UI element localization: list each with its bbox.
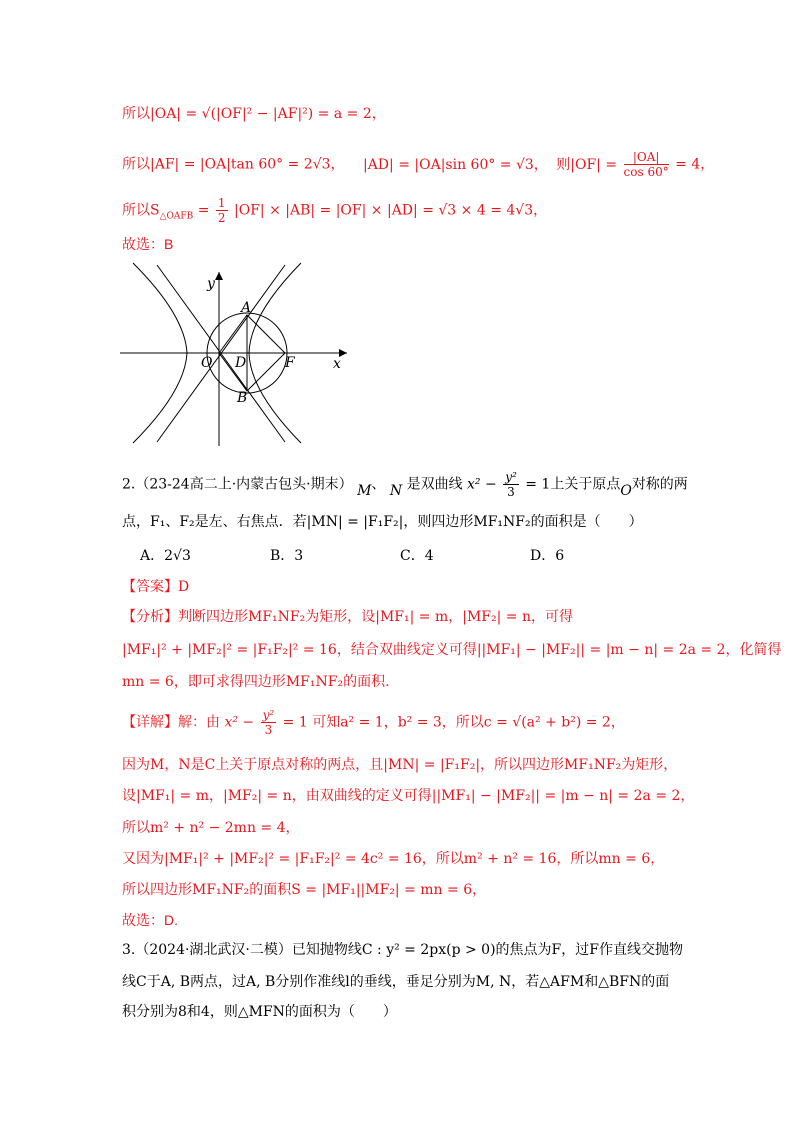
solution-line-3 [122,196,547,226]
q2-o: O [620,482,632,499]
option-d[interactable]: D．6 [530,548,565,564]
detail-start: 【详解】解：由 [122,714,220,731]
sol-of-value: = 4， [675,156,715,173]
answer-line-q2: 故选：D. [122,912,178,928]
option-c[interactable]: C．4 [400,548,434,564]
sol-of-fraction [624,150,669,179]
solution-line-1: 所以|OA| = √(|OF|² − |AF|²) = a = 2， [122,106,386,122]
fraction-numerator: |OA| [624,150,669,165]
label-o: O [201,355,213,371]
fraction-denominator: cos 60° [623,165,669,179]
fraction-denominator: 3 [507,485,515,499]
q2-eq-b: = 1 [525,476,551,493]
q2-m: M [357,482,372,499]
label-b: B [237,390,248,406]
answer-label-q2: 【答案】D [122,579,190,595]
sol-area-label: 所以S [122,202,160,219]
detail-line-1 [122,708,625,737]
question-2-options [140,546,660,566]
question-3-line-2: 线C于A, B两点，过A, B分别作准线l的垂线，垂足分别为M, N，若△AFM和△BFN的面 [122,974,670,990]
option-b[interactable]: B．3 [270,548,304,564]
analysis-line-2: |MF₁|² + |MF₂|² = |F₁F₂|² = 16，结合双曲线定义可得||MF₁| − |MF₂|| = |m − n| = 2a = 2，化简得 [122,642,782,658]
question-3-line-1: 3.（2024·湖北武汉·二模）已知抛物线C : y² = 2px(p > 0)的焦点为F，过F作直线交抛物 [122,942,683,958]
detail-line-4: 所以m² + n² − 2mn = 4， [122,820,300,836]
analysis-line-3: mn = 6，即可求得四边形MF₁NF₂的面积. [122,674,390,690]
fraction-numerator: y² [505,470,517,484]
analysis-line-1: 【分析】判断四边形MF₁NF₂为矩形，设|MF₁| = m，|MF₂| = n，可得 [122,609,573,625]
fraction-denominator: 2 [217,211,226,225]
q2-n: N [389,482,403,499]
q2-eq-a: x² − [467,476,497,493]
detail-line-5: 又因为|MF₁|² + |MF₂|² = |F₁F₂|² = 4c² = 16，所以m² + n² = 16，所以mn = 6， [122,851,665,867]
option-a[interactable]: A．2√3 [140,548,191,564]
question-2-line-1 [122,470,688,499]
label-x: x [333,356,341,372]
fraction-numerator: y² [262,708,275,722]
label-y: y [207,276,215,292]
q2-tail: 上关于原点 [550,476,621,493]
detail-line-6: 所以四边形MF₁NF₂的面积S = |MF₁||MF₂| = mn = 6， [122,882,487,898]
q2-prefix: 2.（23-24高二上·内蒙古包头·期末） [122,476,353,493]
detail-eq-fraction [261,708,277,737]
q2-tail2: 对称的两 [631,476,688,493]
y-axis-arrow [215,272,223,280]
detail-line-2: 因为M，N是C上关于原点对称的两点，且|MN| = |F₁F₂|，所以四边形MF₁NF₂为矩形， [122,757,678,773]
detail-rest: 可知a² = 1，b² = 3，所以c = √(a² + b²) = 2， [312,714,625,731]
solution-line-2 [122,150,714,179]
sol-ad: |AD| = |OA|sin 60° = √3， [362,156,548,173]
hyperbola-figure [115,260,355,450]
sol-area-expr: |OF| × |AB| = |OF| × |AD| = √3 × 4 = 4√3， [234,202,548,219]
question-3-line-3: 积分别为8和4，则△MFN的面积为（ ） [122,1004,397,1020]
question-2-line-2: 点，F₁、F₂是左、右焦点．若|MN| = |F₁F₂|，则四边形MF₁NF₂的面积是（ ） [122,514,643,530]
sol-of: 则|OF| = [556,156,618,173]
detail-line-3: 设|MF₁| = m，|MF₂| = n，由双曲线的定义可得||MF₁| − |MF₂|| = |m − n| = 2a = 2， [122,788,695,804]
q2-sep: 、 [371,476,386,493]
fraction-numerator: 1 [217,196,226,210]
sol-area-subscript: △OAFB [159,211,194,222]
detail-eq-a: x² − [224,714,255,731]
fraction-denominator: 3 [264,723,273,737]
half-fraction [216,196,228,225]
label-d: D [235,355,247,371]
q2-eq-fraction [503,470,519,499]
answer-line-q1: 故选：B [122,236,174,252]
label-f: F [285,355,295,371]
sol-af: 所以|AF| = |OA|tan 60° = 2√3， [122,156,345,173]
sol-area-eq: = [197,202,210,219]
q2-mid: 是双曲线 [406,476,463,493]
detail-eq-b: = 1 [282,714,308,731]
label-a: A [241,300,252,316]
